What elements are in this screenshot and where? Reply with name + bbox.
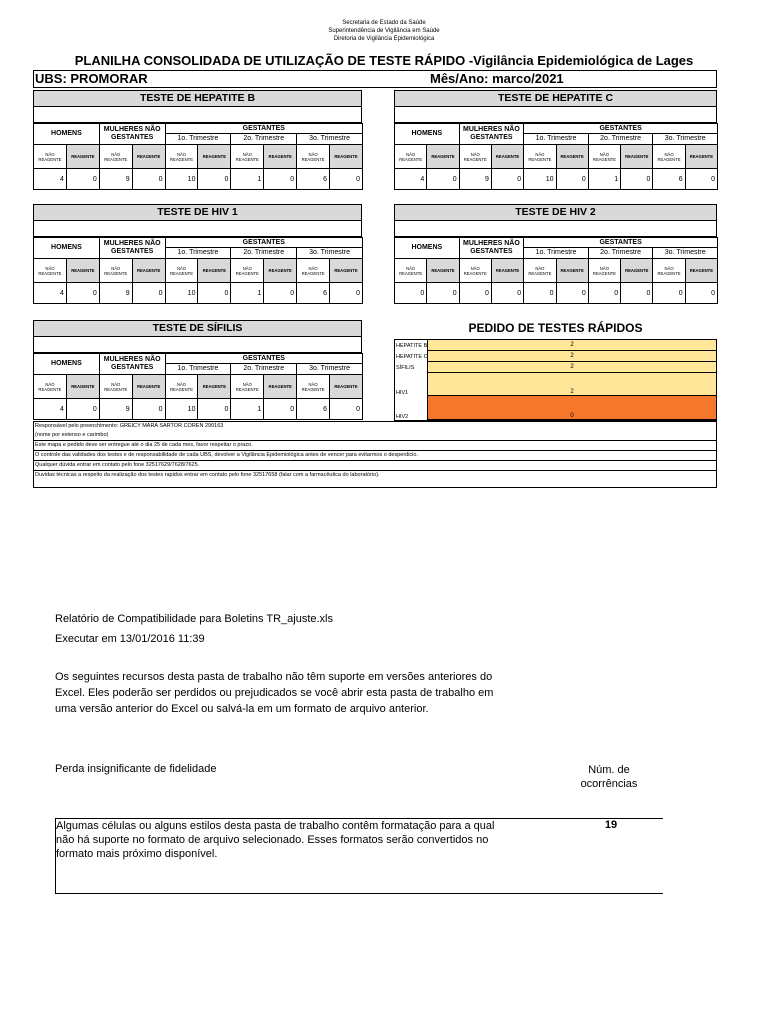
- report-title: Relatório de Compatibilidade para Boletins TR_ajuste.xls: [55, 613, 334, 625]
- nao-reagente-header: NÃO REAGENTE: [524, 145, 556, 169]
- nao-reagente-header: NÃO REAGENTE: [99, 375, 132, 399]
- value-cell[interactable]: 0: [427, 283, 459, 304]
- nome-extenso: (nome por extenso e carimbo): [34, 431, 716, 441]
- tri1-header: 1o. Trimestre: [165, 134, 231, 145]
- reagente-header: REAGENTE: [198, 145, 231, 169]
- reagente-header: REAGENTE: [491, 259, 523, 283]
- value-cell[interactable]: 0: [653, 283, 685, 304]
- nao-reagente-header: NÃO REAGENTE: [165, 375, 198, 399]
- reagente-header: REAGENTE: [264, 259, 297, 283]
- reagente-header: REAGENTE: [685, 145, 717, 169]
- homens-header: HOMENS: [395, 238, 460, 259]
- reagente-header: REAGENTE: [427, 145, 459, 169]
- pedido-value[interactable]: 0: [428, 396, 716, 420]
- value-cell[interactable]: 0: [66, 283, 99, 304]
- reagente-header: REAGENTE: [330, 145, 363, 169]
- pedido-label: HEPATITE C: [396, 353, 428, 360]
- value-cell[interactable]: 0: [264, 169, 297, 190]
- homens-header: HOMENS: [34, 238, 100, 259]
- header-line-3: Diretoria de Vigilância Epidemiológica: [333, 36, 435, 42]
- nao-reagente-header: NÃO REAGENTE: [34, 259, 67, 283]
- value-cell[interactable]: 1: [231, 399, 264, 420]
- value-cell[interactable]: 10: [165, 169, 198, 190]
- nao-reagente-header: NÃO REAGENTE: [588, 259, 620, 283]
- reagente-header: REAGENTE: [685, 259, 717, 283]
- value-cell[interactable]: 1: [231, 283, 264, 304]
- value-cell[interactable]: 6: [297, 283, 330, 304]
- value-cell[interactable]: 0: [264, 399, 297, 420]
- pedido-label: HIV2: [396, 414, 409, 420]
- reagente-header: REAGENTE: [198, 259, 231, 283]
- report-item-text: Algumas células ou alguns estilos desta pasta de trabalho contêm formatação para a qual não há suporte no formato de arquivo selecionado. Esses formatos serão convertidos no formato mais próximo disponível.: [56, 820, 495, 860]
- nao-reagente-header: NÃO REAGENTE: [524, 259, 556, 283]
- value-cell[interactable]: 0: [491, 169, 523, 190]
- tri3-header: 3o. Trimestre: [653, 248, 718, 259]
- reagente-header: REAGENTE: [264, 145, 297, 169]
- value-cell[interactable]: 4: [34, 283, 67, 304]
- nao-reagente-header: NÃO REAGENTE: [297, 259, 330, 283]
- report-item: [55, 818, 663, 894]
- footer-note-2: O controle das validades dos testes e de responsabilidade de cada UBS, devolver a Vigilância Epidemiológica antes de vencer para evitarmos o desperdicio.: [34, 451, 716, 461]
- value-cell[interactable]: 0: [132, 169, 165, 190]
- nao-reagente-header: NÃO REAGENTE: [165, 259, 198, 283]
- nao-reagente-header: NÃO REAGENTE: [297, 145, 330, 169]
- value-cell[interactable]: 0: [427, 169, 459, 190]
- test-block-hiv-2: [394, 204, 717, 304]
- nao-reagente-header: NÃO REAGENTE: [395, 259, 427, 283]
- value-cell[interactable]: 0: [198, 399, 231, 420]
- pedido-value[interactable]: 2: [428, 351, 716, 362]
- value-cell[interactable]: 9: [99, 399, 132, 420]
- nao-reagente-header: NÃO REAGENTE: [34, 145, 67, 169]
- value-cell[interactable]: 0: [330, 283, 363, 304]
- pedido-value[interactable]: 2: [428, 362, 716, 373]
- value-cell[interactable]: 4: [34, 399, 67, 420]
- mulheres-header: MULHERES NÃO GESTANTES: [99, 354, 165, 375]
- nao-reagente-header: NÃO REAGENTE: [297, 375, 330, 399]
- test-title: TESTE DE SÍFILIS: [33, 320, 362, 337]
- test-block-hepatite-c: [394, 90, 717, 190]
- pedido-label: HIV1: [396, 390, 409, 396]
- tri1-header: 1o. Trimestre: [165, 248, 231, 259]
- nao-reagente-header: NÃO REAGENTE: [588, 145, 620, 169]
- test-table: [394, 237, 718, 304]
- value-cell[interactable]: 0: [330, 169, 363, 190]
- reagente-header: REAGENTE: [264, 375, 297, 399]
- homens-header: HOMENS: [34, 124, 100, 145]
- value-cell[interactable]: 0: [198, 283, 231, 304]
- reagente-header: REAGENTE: [330, 375, 363, 399]
- nao-reagente-header: NÃO REAGENTE: [231, 259, 264, 283]
- tri3-header: 3o. Trimestre: [297, 364, 363, 375]
- gestantes-header: GESTANTES: [165, 354, 362, 364]
- gestantes-header: GESTANTES: [165, 238, 362, 248]
- value-cell[interactable]: 0: [395, 283, 427, 304]
- value-cell[interactable]: 0: [685, 283, 717, 304]
- value-cell[interactable]: 4: [395, 169, 427, 190]
- report-desc: Os seguintes recursos desta pasta de trabalho não têm suporte em versões anteriores do Excel. Eles poderão ser perdidos ou prejudicados se você abrir esta pasta de trabalho em uma versão anterior do Excel ou salvá-la em um formato de arquivo anterior.: [55, 671, 494, 715]
- nao-reagente-header: NÃO REAGENTE: [231, 375, 264, 399]
- footer-note-1: Este mapa e pedido deve ser entregue até o dia 25 de cada mes, favor respeitar o prazo.: [34, 441, 716, 451]
- mulheres-header: MULHERES NÃO GESTANTES: [99, 238, 165, 259]
- value-cell[interactable]: 0: [132, 399, 165, 420]
- report-run: Executar em 13/01/2016 11:39: [55, 633, 205, 645]
- test-block-hiv-1: [33, 204, 362, 304]
- value-cell[interactable]: 0: [621, 283, 653, 304]
- nao-reagente-header: NÃO REAGENTE: [395, 145, 427, 169]
- tri3-header: 3o. Trimestre: [297, 248, 363, 259]
- value-cell[interactable]: 1: [231, 169, 264, 190]
- homens-header: HOMENS: [34, 354, 100, 375]
- value-cell[interactable]: 0: [66, 399, 99, 420]
- report-section: Perda insignificante de fidelidade: [55, 763, 217, 775]
- value-cell[interactable]: 0: [556, 283, 588, 304]
- header-line-2: Superintendência de Vigilância em Saúde: [328, 28, 440, 34]
- reagente-header: REAGENTE: [491, 145, 523, 169]
- value-cell[interactable]: 10: [165, 399, 198, 420]
- test-title: TESTE DE HIV 2: [394, 204, 717, 221]
- pedido-label: SÍFILIS: [396, 364, 415, 371]
- value-cell[interactable]: 9: [99, 169, 132, 190]
- page-title: PLANILHA CONSOLIDADA DE UTILIZAÇÃO DE TESTE RÁPIDO -Vigilância Epidemiológica de Lages: [74, 53, 694, 68]
- reagente-header: REAGENTE: [66, 259, 99, 283]
- reagente-header: REAGENTE: [556, 259, 588, 283]
- reagente-header: REAGENTE: [132, 375, 165, 399]
- tri1-header: 1o. Trimestre: [165, 364, 231, 375]
- value-cell[interactable]: 10: [165, 283, 198, 304]
- tri2-header: 2o. Trimestre: [588, 134, 653, 145]
- nao-reagente-header: NÃO REAGENTE: [653, 259, 685, 283]
- footer-box: [33, 421, 717, 488]
- test-title: TESTE DE HEPATITE C: [394, 90, 717, 107]
- value-cell[interactable]: 9: [99, 283, 132, 304]
- pedido-value[interactable]: 2: [428, 373, 716, 396]
- nao-reagente-header: NÃO REAGENTE: [231, 145, 264, 169]
- gestantes-header: GESTANTES: [165, 124, 362, 134]
- homens-header: HOMENS: [395, 124, 460, 145]
- pedido-value[interactable]: 2: [428, 340, 716, 351]
- reagente-header: REAGENTE: [621, 145, 653, 169]
- value-cell[interactable]: 9: [459, 169, 491, 190]
- tri2-header: 2o. Trimestre: [231, 134, 297, 145]
- reagente-header: REAGENTE: [132, 259, 165, 283]
- reagente-header: REAGENTE: [330, 259, 363, 283]
- value-cell[interactable]: 6: [653, 169, 685, 190]
- tri1-header: 1o. Trimestre: [524, 248, 589, 259]
- tri1-header: 1o. Trimestre: [524, 134, 589, 145]
- value-cell[interactable]: 6: [297, 399, 330, 420]
- report-item-count: 19: [604, 819, 618, 831]
- value-cell[interactable]: 0: [556, 169, 588, 190]
- gestantes-header: GESTANTES: [524, 124, 718, 134]
- value-cell[interactable]: 0: [491, 283, 523, 304]
- tri2-header: 2o. Trimestre: [231, 248, 297, 259]
- reagente-header: REAGENTE: [427, 259, 459, 283]
- test-block-hepatite-b: [33, 90, 362, 190]
- footer-note-4: Duvidas técnicas a respeito da realização dos testes rapidos entrar em contato pelo fone 32517658 (falar com a farmacêutica do laboratório).: [35, 472, 380, 478]
- report-col-header: Núm. de ocorrências: [580, 764, 638, 790]
- ubs-row: [33, 70, 717, 88]
- test-table: [33, 353, 363, 420]
- value-cell[interactable]: 0: [198, 169, 231, 190]
- value-cell[interactable]: 10: [524, 169, 556, 190]
- reagente-header: REAGENTE: [66, 145, 99, 169]
- nao-reagente-header: NÃO REAGENTE: [34, 375, 67, 399]
- value-cell[interactable]: 0: [66, 169, 99, 190]
- test-title: TESTE DE HIV 1: [33, 204, 362, 221]
- test-table: [33, 237, 363, 304]
- test-table: [33, 123, 363, 190]
- gestantes-header: GESTANTES: [524, 238, 718, 248]
- reagente-header: REAGENTE: [621, 259, 653, 283]
- reagente-header: REAGENTE: [132, 145, 165, 169]
- nao-reagente-header: NÃO REAGENTE: [165, 145, 198, 169]
- pedido-table: [394, 339, 717, 421]
- value-cell[interactable]: 1: [588, 169, 620, 190]
- mulheres-header: MULHERES NÃO GESTANTES: [99, 124, 165, 145]
- nao-reagente-header: NÃO REAGENTE: [459, 145, 491, 169]
- ubs-name: UBS: PROMORAR: [35, 71, 148, 86]
- value-cell[interactable]: 0: [524, 283, 556, 304]
- nao-reagente-header: NÃO REAGENTE: [99, 259, 132, 283]
- value-cell[interactable]: 0: [264, 283, 297, 304]
- pedido-label: HEPATITE B: [396, 342, 428, 349]
- mulheres-header: MULHERES NÃO GESTANTES: [459, 124, 524, 145]
- test-title: TESTE DE HEPATITE B: [33, 90, 362, 107]
- value-cell[interactable]: 0: [330, 399, 363, 420]
- value-cell[interactable]: 0: [588, 283, 620, 304]
- test-table: [394, 123, 718, 190]
- month-year: Mês/Ano: marco/2021: [430, 71, 564, 86]
- pedido-title: PEDIDO DE TESTES RÁPIDOS: [468, 321, 643, 335]
- value-cell[interactable]: 4: [34, 169, 67, 190]
- value-cell[interactable]: 0: [685, 169, 717, 190]
- tri2-header: 2o. Trimestre: [231, 364, 297, 375]
- footer-note-3: Qualquer dúvida entrar em contato pelo fone 32517629/7628/7625.: [34, 461, 716, 471]
- value-cell[interactable]: 6: [297, 169, 330, 190]
- nao-reagente-header: NÃO REAGENTE: [653, 145, 685, 169]
- header-line-1: Secretaria de Estado da Saúde: [342, 20, 426, 26]
- reagente-header: REAGENTE: [198, 375, 231, 399]
- tri3-header: 3o. Trimestre: [297, 134, 363, 145]
- value-cell[interactable]: 0: [621, 169, 653, 190]
- reagente-header: REAGENTE: [556, 145, 588, 169]
- value-cell[interactable]: 0: [459, 283, 491, 304]
- mulheres-header: MULHERES NÃO GESTANTES: [459, 238, 524, 259]
- nao-reagente-header: NÃO REAGENTE: [459, 259, 491, 283]
- responsavel: Responsável pelo preenchimento: GREICY MARA SARTOR COREN 290163: [35, 423, 224, 429]
- tri3-header: 3o. Trimestre: [653, 134, 718, 145]
- tri2-header: 2o. Trimestre: [588, 248, 653, 259]
- value-cell[interactable]: 0: [132, 283, 165, 304]
- nao-reagente-header: NÃO REAGENTE: [99, 145, 132, 169]
- reagente-header: REAGENTE: [66, 375, 99, 399]
- test-block-sifilis: [33, 320, 362, 420]
